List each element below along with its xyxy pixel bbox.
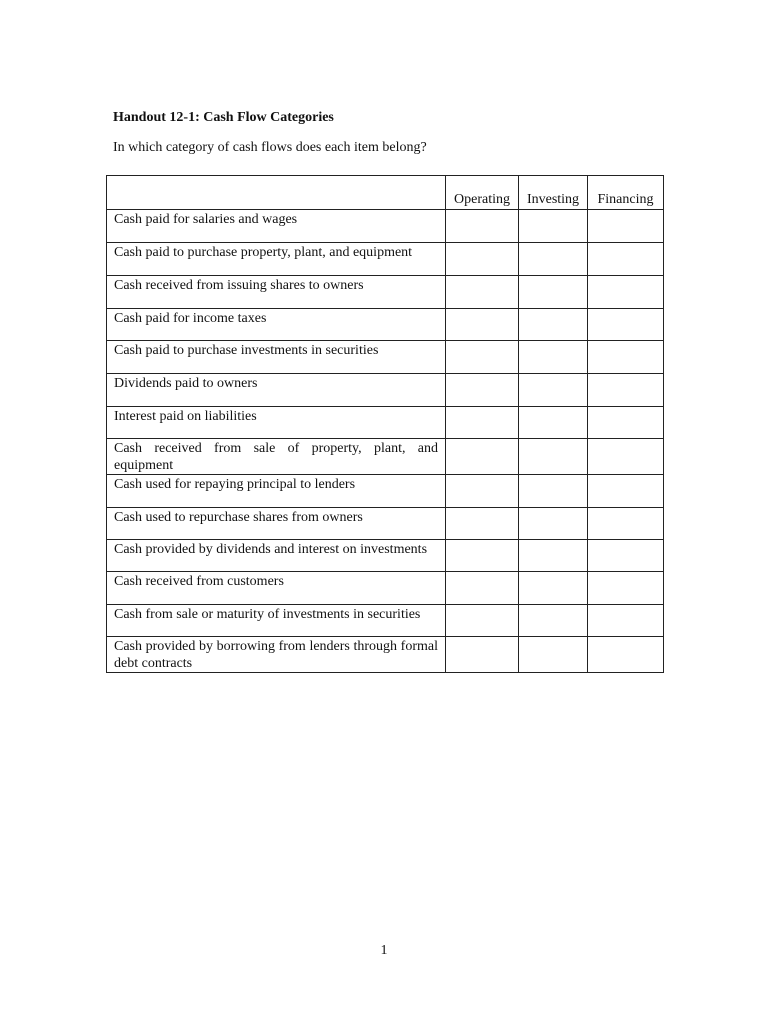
- answer-cell-investing[interactable]: [519, 341, 588, 374]
- row-item-label: Cash paid to purchase investments in securities: [114, 343, 379, 358]
- page-number: 1: [380, 943, 388, 958]
- row-item-label: Cash provided by borrowing from lenders through formal debt contracts: [114, 639, 438, 671]
- cash-flow-table: [106, 175, 664, 673]
- row-item-cell: [107, 540, 446, 572]
- answer-cell-financing[interactable]: [588, 572, 664, 605]
- table-row: [107, 508, 664, 540]
- table-row: [107, 475, 664, 508]
- row-item-cell: [107, 572, 446, 605]
- answer-cell-financing[interactable]: [588, 637, 664, 673]
- row-item-cell: [107, 210, 446, 243]
- row-item-cell: [107, 309, 446, 341]
- answer-cell-investing[interactable]: [519, 309, 588, 341]
- row-item-cell: [107, 475, 446, 508]
- answer-cell-operating[interactable]: [446, 508, 519, 540]
- table-row: [107, 605, 664, 637]
- answer-cell-financing[interactable]: [588, 407, 664, 439]
- answer-cell-financing[interactable]: [588, 374, 664, 407]
- row-item-label: Cash provided by dividends and interest on investments: [114, 542, 428, 557]
- answer-cell-financing[interactable]: [588, 605, 664, 637]
- row-item-label: Cash paid to purchase property, plant, and equipment: [114, 245, 413, 260]
- row-item-cell: [107, 243, 446, 276]
- answer-cell-financing[interactable]: [588, 508, 664, 540]
- table-row: [107, 341, 664, 374]
- row-item-cell: [107, 276, 446, 309]
- answer-cell-financing[interactable]: [588, 309, 664, 341]
- row-item-cell: [107, 637, 446, 673]
- answer-cell-investing[interactable]: [519, 276, 588, 309]
- answer-cell-investing[interactable]: [519, 243, 588, 276]
- answer-cell-operating[interactable]: [446, 540, 519, 572]
- answer-cell-investing[interactable]: [519, 540, 588, 572]
- row-item-label: Cash received from customers: [114, 574, 284, 589]
- table-row: [107, 309, 664, 341]
- answer-cell-investing[interactable]: [519, 374, 588, 407]
- row-item-cell: [107, 407, 446, 439]
- answer-cell-operating[interactable]: [446, 475, 519, 508]
- answer-cell-investing[interactable]: [519, 508, 588, 540]
- answer-cell-financing[interactable]: [588, 475, 664, 508]
- table-row: [107, 637, 664, 673]
- answer-cell-investing[interactable]: [519, 210, 588, 243]
- answer-cell-investing[interactable]: [519, 605, 588, 637]
- row-item-label: Interest paid on liabilities: [114, 409, 257, 424]
- table-row: [107, 210, 664, 243]
- answer-cell-investing[interactable]: [519, 637, 588, 673]
- header-investing: Investing: [519, 176, 588, 210]
- row-item-label: Cash from sale or maturity of investments in securities: [114, 607, 421, 622]
- page-question: In which category of cash flows does each item belong?: [113, 140, 427, 155]
- row-item-label: Cash received from issuing shares to owners: [114, 278, 364, 293]
- answer-cell-financing[interactable]: [588, 243, 664, 276]
- page-title: Handout 12-1: Cash Flow Categories: [113, 110, 334, 125]
- answer-cell-operating[interactable]: [446, 276, 519, 309]
- header-item-cell: [107, 176, 446, 210]
- row-item-cell: [107, 605, 446, 637]
- answer-cell-investing[interactable]: [519, 439, 588, 475]
- table-row: [107, 276, 664, 309]
- table-row: [107, 407, 664, 439]
- answer-cell-financing[interactable]: [588, 210, 664, 243]
- header-financing: Financing: [588, 176, 664, 210]
- table-row: [107, 572, 664, 605]
- answer-cell-operating[interactable]: [446, 210, 519, 243]
- answer-cell-operating[interactable]: [446, 243, 519, 276]
- answer-cell-operating[interactable]: [446, 572, 519, 605]
- table-row: [107, 439, 664, 475]
- answer-cell-operating[interactable]: [446, 637, 519, 673]
- table-row: [107, 540, 664, 572]
- answer-cell-operating[interactable]: [446, 407, 519, 439]
- answer-cell-financing[interactable]: [588, 341, 664, 374]
- answer-cell-financing[interactable]: [588, 540, 664, 572]
- row-item-label: Dividends paid to owners: [114, 376, 258, 391]
- row-item-label: Cash received from sale of property, plant, and equipment: [114, 441, 438, 473]
- table-row: [107, 243, 664, 276]
- answer-cell-operating[interactable]: [446, 439, 519, 475]
- answer-cell-operating[interactable]: [446, 374, 519, 407]
- row-item-cell: [107, 439, 446, 475]
- answer-cell-operating[interactable]: [446, 309, 519, 341]
- table-header-row: [107, 176, 664, 210]
- answer-cell-operating[interactable]: [446, 341, 519, 374]
- answer-cell-financing[interactable]: [588, 276, 664, 309]
- answer-cell-financing[interactable]: [588, 439, 664, 475]
- row-item-label: Cash paid for salaries and wages: [114, 212, 298, 227]
- table-row: [107, 374, 664, 407]
- row-item-cell: [107, 341, 446, 374]
- header-operating: Operating: [446, 176, 519, 210]
- row-item-cell: [107, 374, 446, 407]
- answer-cell-investing[interactable]: [519, 407, 588, 439]
- row-item-cell: [107, 508, 446, 540]
- answer-cell-investing[interactable]: [519, 475, 588, 508]
- row-item-label: Cash used to repurchase shares from owners: [114, 510, 363, 525]
- row-item-label: Cash paid for income taxes: [114, 311, 267, 326]
- row-item-label: Cash used for repaying principal to lenders: [114, 477, 356, 492]
- answer-cell-investing[interactable]: [519, 572, 588, 605]
- answer-cell-operating[interactable]: [446, 605, 519, 637]
